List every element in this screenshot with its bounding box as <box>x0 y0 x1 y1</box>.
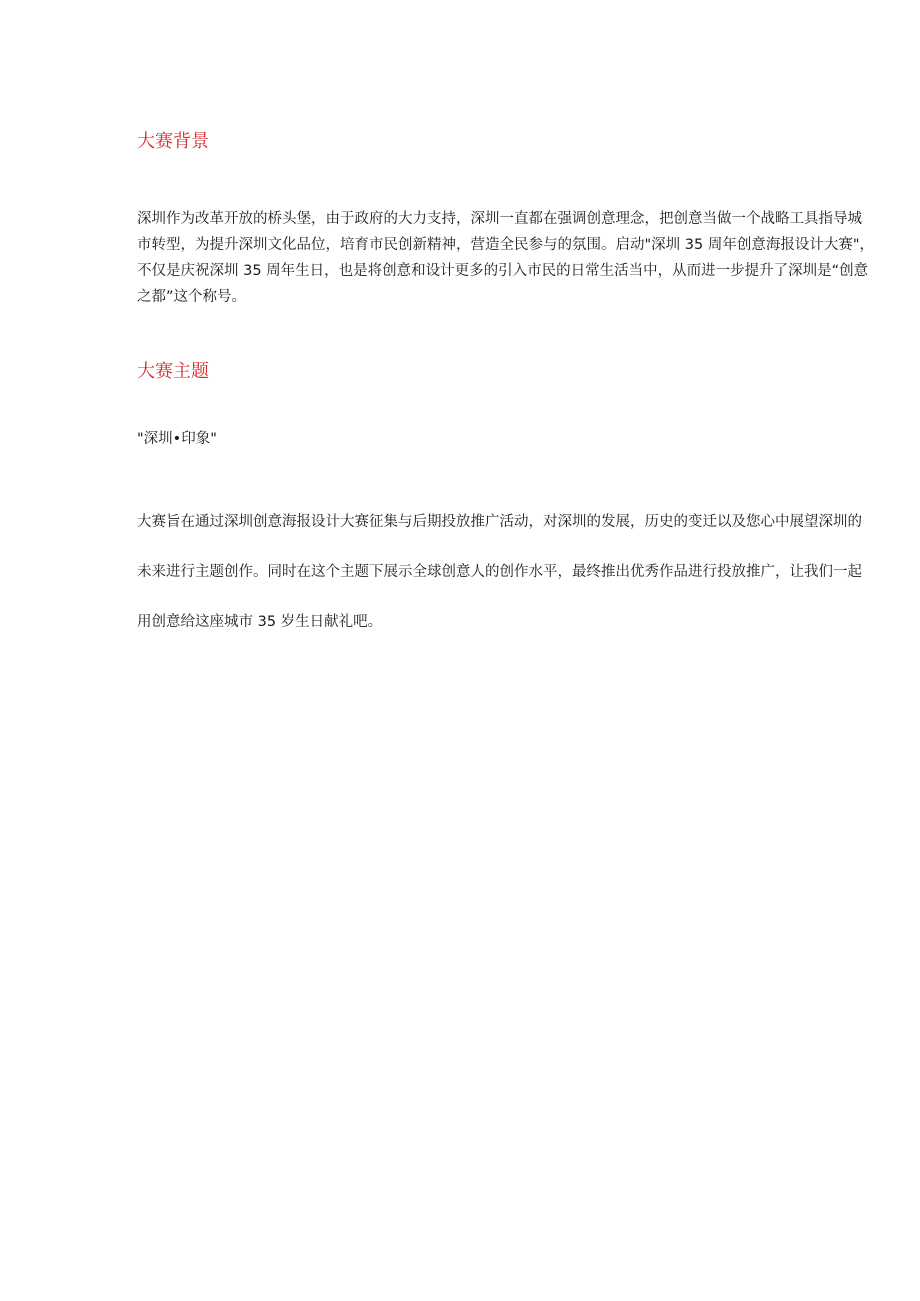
paragraph-line: 市转型，为提升深圳文化品位，培育市民创新精神，营造全民参与的氛围。启动"深圳 35 周年创意海报设计大赛"， <box>137 237 875 253</box>
paragraph-line: 用创意给这座城市 35 岁生日献礼吧。 <box>137 614 383 630</box>
paragraph-line: 大赛旨在通过深圳创意海报设计大赛征集与后期投放推广活动，对深圳的发展，历史的变迁以及您心中展望深圳的 <box>137 514 862 530</box>
section-title-theme: 大赛主题 <box>137 361 209 382</box>
theme-name: "深圳•印象" <box>137 431 217 447</box>
paragraph-line: 之都”这个称号。 <box>137 289 247 305</box>
section-title-background: 大赛背景 <box>137 131 209 152</box>
theme-paragraph <box>137 497 918 647</box>
paragraph-line: 不仅是庆祝深圳 35 周年生日，也是将创意和设计更多的引入市民的日常生活当中，从而进一步提升了深圳是“创意 <box>137 263 869 279</box>
paragraph-line: 深圳作为改革开放的桥头堡，由于政府的大力支持，深圳一直都在强调创意理念，把创意当做一个战略工具指导城 <box>137 211 862 227</box>
background-paragraph <box>137 206 918 310</box>
paragraph-line: 未来进行主题创作。同时在这个主题下展示全球创意人的创作水平，最终推出优秀作品进行投放推广，让我们一起 <box>137 564 862 580</box>
